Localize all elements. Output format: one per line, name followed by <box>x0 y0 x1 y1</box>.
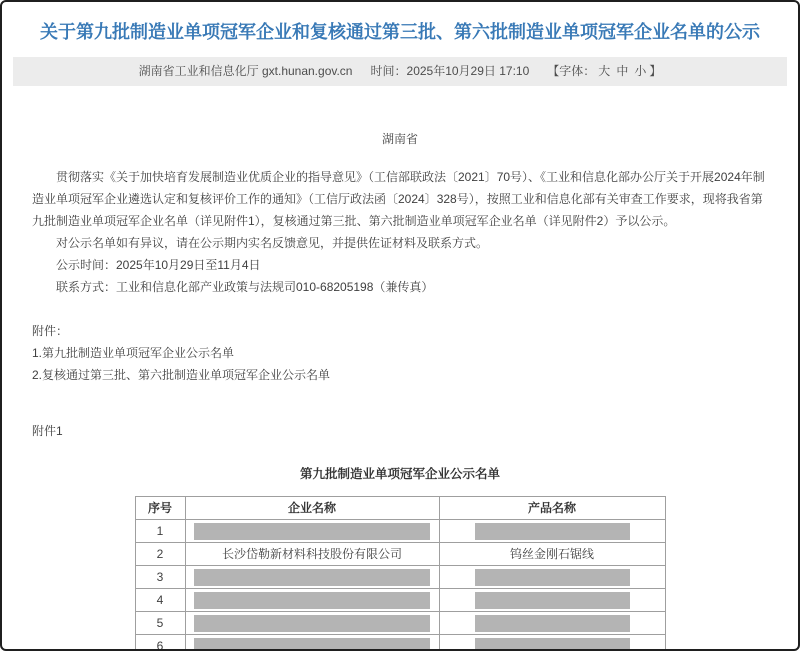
seq-cell: 5 <box>135 612 185 635</box>
table-header-row <box>135 497 665 520</box>
paragraph-objection: 对公示名单如有异议，请在公示期内实名反馈意见，并提供佐证材料及联系方式。 <box>56 236 489 250</box>
product-cell <box>439 566 665 589</box>
redaction-block <box>475 569 630 586</box>
table-row <box>135 612 665 635</box>
company-cell: 长沙岱勒新材料科技股份有限公司 <box>185 543 439 566</box>
redaction-block <box>194 615 430 632</box>
table-row <box>135 635 665 651</box>
annex-table-title: 第九批制造业单项冠军企业公示名单 <box>299 467 500 481</box>
seq-cell: 1 <box>135 520 185 543</box>
redaction-block <box>475 592 630 609</box>
meta-bar <box>13 57 787 86</box>
table-row <box>135 566 665 589</box>
company-cell <box>185 635 439 651</box>
font-size-small-link[interactable]: 小 <box>634 64 647 78</box>
article-body <box>2 128 798 651</box>
publish-time-value: 2025年10月29日 17:10 <box>406 64 530 78</box>
redaction-block <box>475 615 630 632</box>
company-cell <box>185 520 439 543</box>
redaction-block <box>194 592 430 609</box>
redaction-block <box>475 638 630 651</box>
product-cell <box>439 635 665 651</box>
attachment-item-2: 2.复核通过第三批、第六批制造业单项冠军企业公示名单 <box>32 368 331 382</box>
font-size-large-link[interactable]: 大 <box>598 64 611 78</box>
font-size-medium-link[interactable]: 中 <box>616 64 629 78</box>
company-cell <box>185 612 439 635</box>
font-size-bracket-close: 】 <box>649 64 662 78</box>
product-cell <box>439 612 665 635</box>
source-site: 湖南省工业和信息化厅 gxt.hunan.gov.cn <box>138 64 353 78</box>
attachment-item-1: 1.第九批制造业单项冠军企业公示名单 <box>32 346 235 360</box>
table-row <box>135 589 665 612</box>
page-title: 关于第九批制造业单项冠军企业和复核通过第三批、第六批制造业单项冠军企业名单的公示 <box>40 22 760 42</box>
redaction-block <box>194 638 430 651</box>
table-row <box>135 520 665 543</box>
header-product: 产品名称 <box>439 497 665 520</box>
company-cell <box>185 566 439 589</box>
seq-cell: 3 <box>135 566 185 589</box>
company-cell <box>185 589 439 612</box>
paragraph-contact: 联系方式：工业和信息化部产业政策与法规司010-68205198（兼传真） <box>56 280 434 294</box>
redaction-block <box>194 523 430 540</box>
redaction-block <box>475 523 630 540</box>
champion-enterprise-table <box>135 496 666 651</box>
province-heading: 湖南省 <box>381 132 418 146</box>
product-cell <box>439 589 665 612</box>
annex1-label: 附件1 <box>32 424 63 438</box>
table-row <box>135 543 665 566</box>
seq-cell: 6 <box>135 635 185 651</box>
product-cell: 钨丝金刚石锯线 <box>439 543 665 566</box>
seq-cell: 2 <box>135 543 185 566</box>
attachments-label: 附件： <box>32 324 69 338</box>
publish-time-label: 时间： <box>370 64 407 78</box>
header-seq: 序号 <box>135 497 185 520</box>
seq-cell: 4 <box>135 589 185 612</box>
paragraph-publicity-period: 公示时间：2025年10月29日至11月4日 <box>56 258 261 272</box>
font-size-label: 【字体： <box>547 64 596 78</box>
header-company: 企业名称 <box>185 497 439 520</box>
product-cell <box>439 520 665 543</box>
paragraph-intro: 贯彻落实《关于加快培育发展制造业优质企业的指导意见》（工信部联政法〔2021〕70号）、《工业和信息化部办公厅关于开展2024年制造业单项冠军企业遴选认定和复核评价工作的通知》（工信厅政法函〔2024〕328号），按照工业和信息化部有关审查工作要求，现将我省第九批制造业单项冠军企业名单（详见附件1），复核通过第三批、第六批制造业单项冠军企业名单（详见附件2）予以公示。 <box>32 170 765 228</box>
redaction-block <box>194 569 430 586</box>
